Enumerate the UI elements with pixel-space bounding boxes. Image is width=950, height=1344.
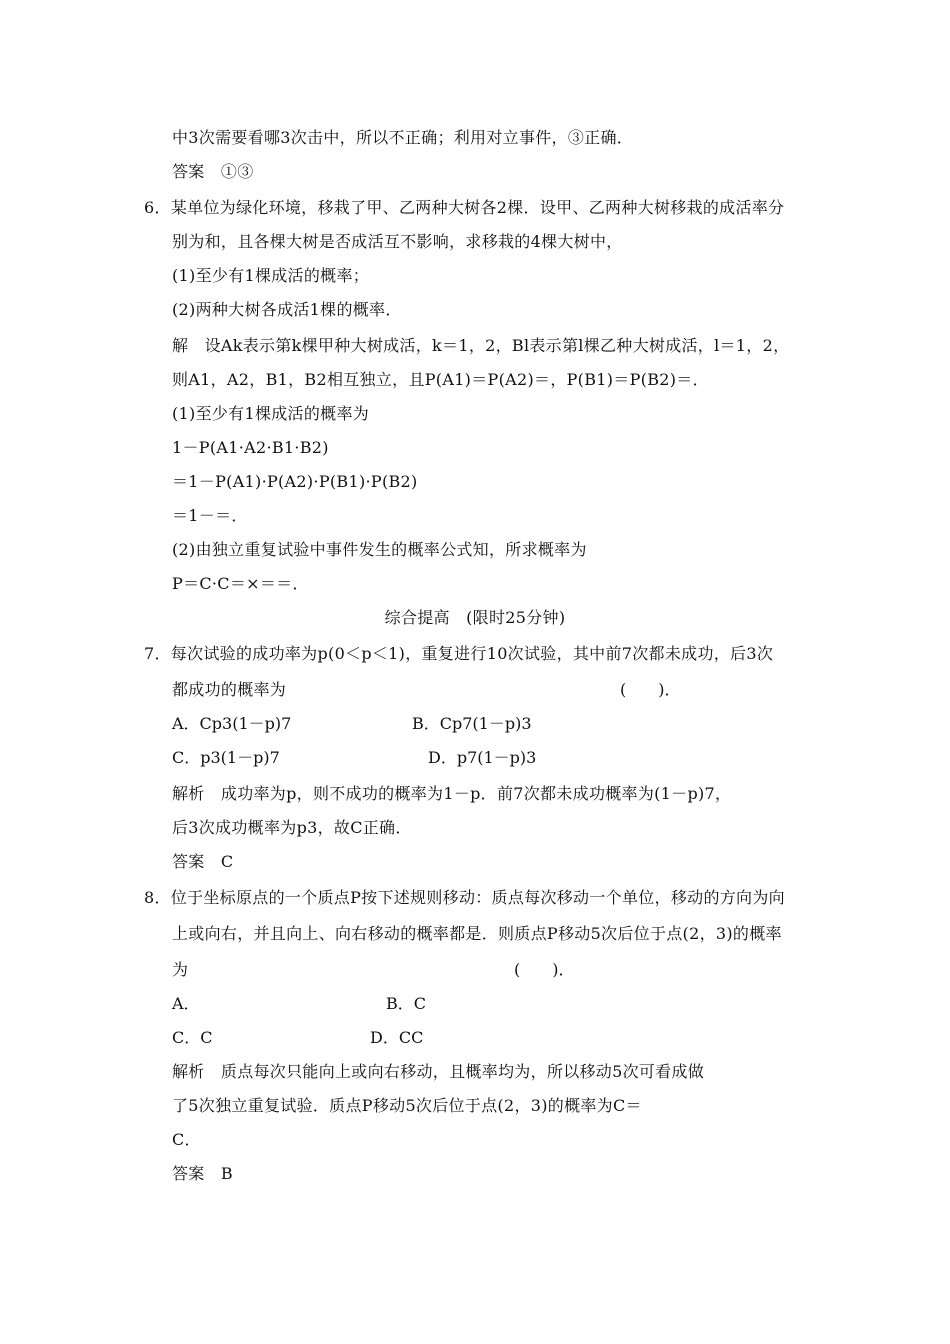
text-line: 别为和，且各棵大树是否成活互不影响，求移栽的4棵大树中， bbox=[172, 232, 623, 251]
option-a: A． bbox=[172, 994, 200, 1013]
text-line: 则A1，A2，B1，B2相互独立，且P(A1)＝P(A2)＝，P(B1)＝P(B2)＝． bbox=[172, 370, 709, 389]
text-line: 为 bbox=[172, 960, 189, 979]
question-7-line: 7．每次试验的成功率为p(0＜p＜1)，重复进行10次试验，其中前7次都未成功，后3次 bbox=[144, 644, 774, 663]
text-line: 中3次需要看哪3次击中，所以不正确；利用对立事件，③正确． bbox=[172, 128, 634, 147]
formula-line: ＝1－＝． bbox=[172, 506, 248, 525]
analysis-line: 解析 成功率为p，则不成功的概率为1－p．前7次都未成功概率为(1－p)7， bbox=[172, 784, 732, 803]
text-line: 都成功的概率为 bbox=[172, 680, 287, 699]
answer-bracket: ( )． bbox=[514, 960, 575, 979]
text-line: (2)两种大树各成活1棵的概率． bbox=[172, 300, 402, 319]
answer-line: 答案 ①③ bbox=[172, 162, 254, 181]
option-d: D．CC bbox=[370, 1028, 424, 1047]
text-line: (2)由独立重复试验中事件发生的概率公式知，所求概率为 bbox=[172, 540, 587, 559]
question-6-line: 6．某单位为绿化环境，移栽了甲、乙两种大树各2棵．设甲、乙两种大树移栽的成活率分 bbox=[144, 198, 785, 217]
formula-line: ＝1－P(A1)·P(A2)·P(B1)·P(B2) bbox=[172, 472, 418, 491]
option-b: B．C bbox=[386, 994, 427, 1013]
option-b: B．Cp7(1－p)3 bbox=[412, 714, 532, 733]
answer-line: 答案 B bbox=[172, 1164, 233, 1183]
analysis-line: 解析 质点每次只能向上或向右移动，且概率均为，所以移动5次可看成做 bbox=[172, 1062, 705, 1081]
section-heading: 综合提高 (限时25分钟) bbox=[384, 608, 566, 627]
text-line: (1)至少有1棵成活的概率； bbox=[172, 266, 370, 285]
option-c: C．p3(1－p)7 bbox=[172, 748, 280, 767]
option-a: A．Cp3(1－p)7 bbox=[172, 714, 292, 733]
text-line: (1)至少有1棵成活的概率为 bbox=[172, 404, 370, 423]
text-line: 了5次独立重复试验．质点P移动5次后位于点(2，3)的概率为C＝ bbox=[172, 1096, 642, 1115]
question-8-line: 8．位于坐标原点的一个质点P按下述规则移动：质点每次移动一个单位，移动的方向为向 bbox=[144, 888, 785, 907]
formula-line: P＝C·C＝×＝＝． bbox=[172, 574, 309, 593]
text-line: 后3次成功概率为p3，故C正确． bbox=[172, 818, 412, 837]
text-line: 上或向右，并且向上、向右移动的概率都是．则质点P移动5次后位于点(2，3)的概率 bbox=[172, 924, 782, 943]
option-c: C．C bbox=[172, 1028, 213, 1047]
answer-bracket: ( )． bbox=[620, 680, 681, 699]
option-d: D．p7(1－p)3 bbox=[428, 748, 537, 767]
text-line: C． bbox=[172, 1130, 201, 1149]
answer-line: 答案 C bbox=[172, 852, 234, 871]
solution-line: 解 设Ak表示第k棵甲种大树成活，k＝1，2，Bl表示第l棵乙种大树成活，l＝1，2， bbox=[172, 336, 790, 355]
formula-line: 1－P(A1·A2·B1·B2) bbox=[172, 438, 329, 457]
